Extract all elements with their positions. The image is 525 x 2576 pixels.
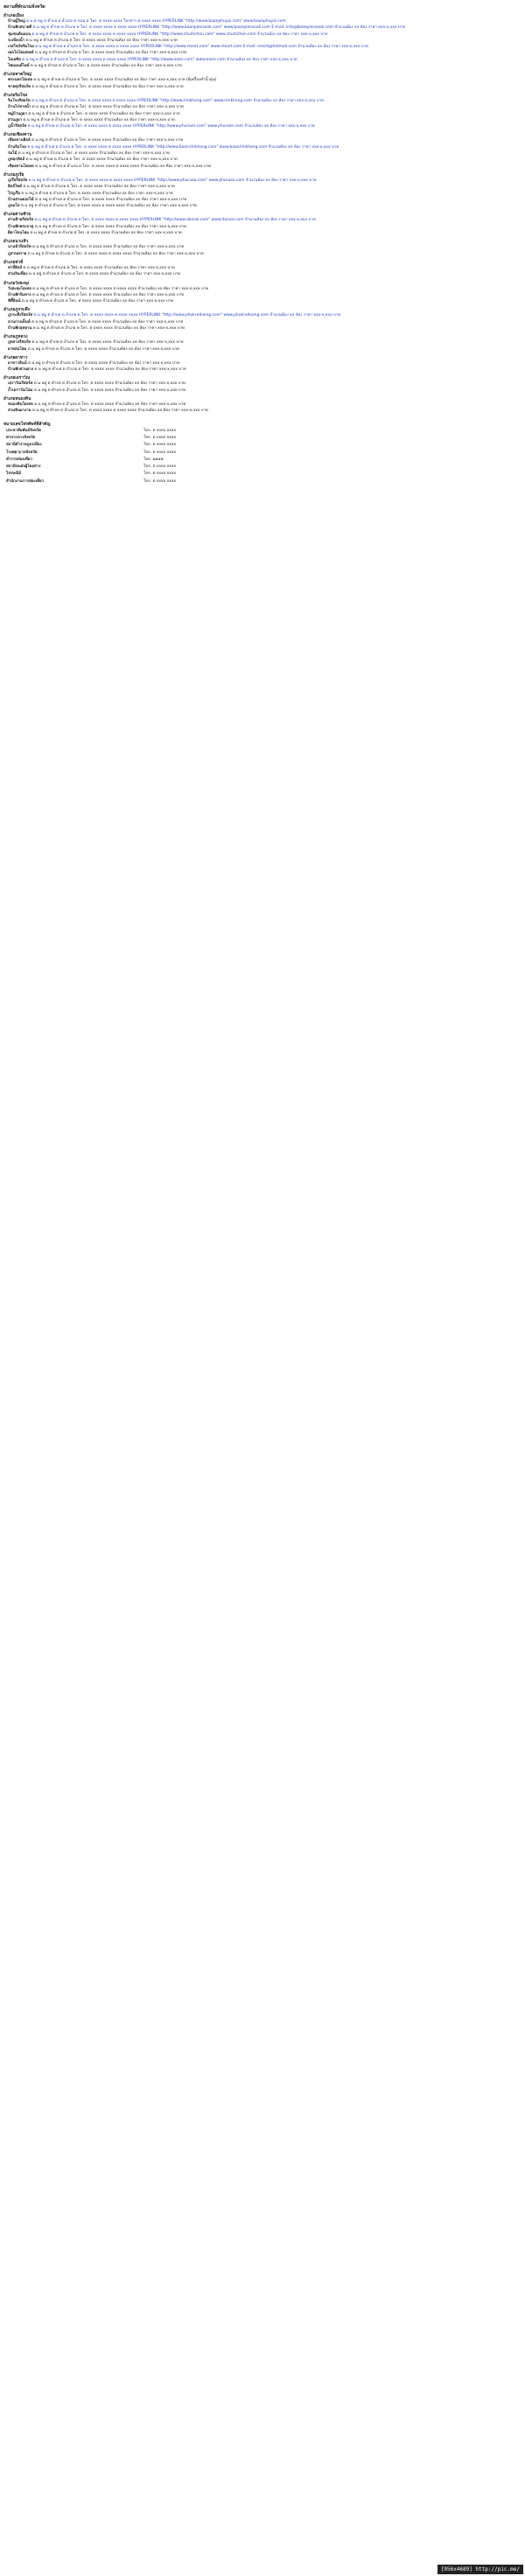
lodging-name: บ้านริมโขง [8, 144, 27, 150]
lodging-name: ริมโขงรีสอร์ท [8, 98, 31, 103]
lodging-details: ต.น หมู่ ต ตำบล ต อำเภอ ต โทร. ต xxxx xxxx จำนวนห้อง xx ห้อง ราคา xxx-x,xxx บาท [33, 387, 186, 393]
lodging-entry [4, 326, 520, 332]
lodging-entry [4, 25, 520, 31]
lodging-entry [4, 112, 520, 117]
lodging-entry [4, 45, 520, 50]
lodging-entry [4, 361, 520, 367]
lodging-details: ต.น ต หมู่ ต ตำบล ต อำเภอ ต ถนน ต โทร. ต xxxx xxxx โทรสาร ต xxxx xxxx HYPERLINK "http://www.baanphuyai.com" www.baanphuyai.com [26, 19, 286, 24]
sections-container [4, 13, 520, 415]
contact-label: โรงพยาบาลจังหวัด [6, 450, 38, 455]
lodging-name: ซิตี้อินน์ [8, 299, 21, 304]
lodging-name: หมู่บ้านภูผา [8, 111, 27, 116]
lodging-entry [4, 293, 520, 298]
contact-row [4, 442, 397, 449]
lodging-entry [4, 198, 520, 203]
lodging-details: ต.น หมู่ ต ตำบล ต อำเภอ ต โทร. ต xxxx xxxx จำนวนห้อง xx ห้อง ราคา xxx-x,xxx บาท [32, 292, 185, 297]
lodging-name: ภูหลวงรีสอร์ท [8, 340, 32, 346]
lodging-details: ต.น หมู่ ต ตำบล ต อำเภอ ต โทร. ต xxxx xxxx จำนวนห้อง xx ห้อง ราคา xxx-x,xxx บาท [21, 299, 173, 304]
lodging-name: เฮลโลโฮมสเตย์ [8, 51, 34, 56]
lodging-details: ต.น หมู่ ต ตำบล ต อำเภอ ต โทร. ต xxxx xxxx จำนวนห้อง xx ห้อง ราคา xxx-x,xxx บาท [32, 245, 185, 250]
contact-row [4, 450, 397, 457]
contact-row [4, 464, 397, 471]
section-title: อำเภอเมือง [4, 14, 24, 18]
section [4, 93, 520, 129]
contact-label: ตำรวจท่องเที่ยว [6, 457, 32, 462]
lodging-details: ต.น หมู่ ต ตำบล ต อำเภอ ต โทร. ต xxxx xxxx จำนวนห้อง xx ห้อง ราคา xxx-x,xxx บาท [28, 111, 180, 116]
section [4, 212, 520, 236]
section-title: อำเภอหาดใหญ่ [4, 73, 32, 78]
lodging-entry [4, 64, 520, 69]
lodging-name: เชียงคานโฮเทล [8, 164, 34, 169]
lodging-details: ต.น หมู่ ต ตำบล ต อำเภอ ต โทร. ต xxxx xxxx จำนวนห้อง xx ห้อง ราคา xxx-x,xxx บาท [30, 64, 182, 69]
contact-row [4, 478, 397, 485]
lodging-details: ต.น หมู่ ต ตำบล ต อำเภอ ต โทร. ต xxxx xxxx ต xxxx xxxx HYPERLINK "http://www.rimkhong.com" www.rimkhong.com จำนวนห้อง xx ห้อง ราคา xxx-x,xxx บาท [32, 98, 324, 103]
contact-label: ประชาสัมพันธ์จังหวัด [6, 428, 42, 433]
lodging-name: บ้านพักสบายดี [8, 25, 32, 31]
lodging-entry [4, 287, 520, 292]
lodging-details: ต.น หมู่ ต ตำบล ต อำเภอ ต โทร. ต xxxx xxxx ต xxxx xxxx HYPERLINK "http://www.chumchon.com" www.chumchon.com จำนวนห้อง xx ห้อง ราคา xxx-x,xxx บาท [32, 31, 328, 37]
lodging-details: ต.น หมู่ ต ตำบล ต อำเภอ ต โทร. ต xxxx xxxx จำนวนห้อง xx ห้อง ราคา xxx-x,xxx บาท [23, 185, 175, 190]
lodging-name: ผาหล่มโฮม [8, 346, 27, 352]
lodging-details: ต.น หมู่ ต ตำบล ต อำเภอ ต โทร. ต xxxx xxxx ต xxxx xxxx จำนวนห้อง xx ห้อง ราคา xxx-x,xxx บาท [35, 164, 212, 169]
lodging-details: ต.น หมู่ ต ตำบล ต อำเภอ ต โทร. ต xxxx xxxx ต xxxx xxxx จำนวนห้อง xx ห้อง ราคา xxx-x,xxx บาท [20, 204, 197, 209]
contact-row [4, 457, 397, 464]
contact-label: ศาลากลางจังหวัด [6, 435, 36, 440]
lodging-entry [4, 185, 520, 190]
section [4, 355, 520, 373]
section-title: อำเภอหนองหิน [4, 397, 32, 402]
lodging-entry [4, 204, 520, 209]
section-title: อำเภอนาแห้ว [4, 240, 29, 245]
section-title: อำเภอผาขาว [4, 355, 28, 360]
contact-label: สถานีตำรวจภูธรเมือง [6, 443, 42, 448]
contact-row [4, 435, 397, 442]
lodging-entry [4, 347, 520, 353]
section [4, 239, 520, 257]
section [4, 307, 520, 332]
lodging-entry [4, 105, 520, 110]
lodging-name: ถ้ำเอราวัณโฮม [8, 387, 33, 393]
lodging-name: บ้านพักพระธาตุ [8, 224, 34, 229]
section [4, 172, 520, 209]
lodging-name: บ้านพักริมทาง [8, 292, 32, 297]
lodging-entry [4, 340, 520, 346]
image-host-badge: [956x4689] http://pic.me/ [438, 2565, 523, 2574]
lodging-details: ต.น หมู่ ต ตำบล ต อำเภอ ต โทร. ต xxxx xxxx จำนวนห้อง xx ห้อง ราคา xxx-x,xxx บาท (มีเครื่องทำน้ำอุ่น) [33, 78, 217, 83]
lodging-details: ต.น หมู่ ต ตำบล ต อำเภอ ต โทร. ต xxxx xxxx ต xxxx xxxx HYPERLINK "http://www.oasis.com" www.oasis.com จำนวนห้อง xx ห้อง ราคา xxx-x,xxx บาท [22, 57, 298, 62]
lodging-entry [4, 32, 520, 38]
lodging-entry [4, 272, 520, 277]
lodging-entry [4, 402, 520, 408]
lodging-name: ภูกระดึงรีสอร์ท [8, 313, 33, 318]
lodging-details: ต.น หมู่ ต ตำบล ต อำเภอ ต โทร. ต xxxx xxxx จำนวนห้อง xx ห้อง ราคา xxx-x,xxx บาท [18, 151, 170, 157]
lodging-details: ต.น หมู่ ต ตำบล ต อำเภอ ต โทร. ต xxxx xxxx จำนวนห้อง xx ห้อง ราคา xxx-x,xxx บาท [33, 381, 186, 387]
document-title: สถานที่พักแรมจังหวัด [4, 4, 46, 10]
lodging-details: ต.น หมู่ ต ตำบล ต อำเภอ ต โทร. ต xxxx xxxx ต xxxx xxxx จำนวนห้อง xx ห้อง ราคา xxx-x,xxx บาท [32, 286, 209, 291]
lodging-details: ต.น หมู่ ต ตำบล ต อำเภอ ต โทร. ต xxxx xxxx จำนวนห้อง xx ห้อง ราคา xxx-x,xxx บาท [25, 38, 178, 43]
lodging-name: ผาขาวอินน์ [8, 360, 27, 366]
lodging-entry [4, 58, 520, 63]
lodging-entry [4, 99, 520, 104]
section-title: อำเภอเชียงคาน [4, 133, 32, 138]
lodging-details: ต.น หมู่ ต ตำบล ต อำเภอ ต โทร. ต xxxx xxxx ต xxxx xxxx HYPERLINK "http://www.phuruea.com" www.phuruea.com จำนวนห้อง xx ห้อง ราคา xxx-x,xxx บาท [28, 178, 317, 183]
contacts-title: หมายเลขโทรศัพท์ที่สำคัญ [4, 422, 51, 427]
lodging-details: ต.น หมู่ ต ตำบล ต อำเภอ ต โทร. ต xxxx xxxx จำนวนห้อง xx ห้อง ราคา xxx-x,xxx บาท [28, 272, 181, 277]
lodging-details: ต.น หมู่ ต ตำบล ต อำเภอ ต โทร. ต xxxx xxxx ต xxxx xxxx HYPERLINK "http://www.baanpiensook.com" www.baanpiensook.com E-mail: info@baanpiensook.com จำนวนห้อง xx ห้อง ราคา xxx-x,xxx บาท [32, 25, 405, 31]
lodging-details: ต.น หมู่ ต ตำบล ต อำเภอ ต โทร. ต xxxx xxxx ต xxxx xxxx HYPERLINK "http://www.baanrimkhong.com" www.baanrimkhong.com จำนวนห้อง xx ห้อง ราคา xxx-x,xxx บาท [27, 144, 340, 150]
lodging-name: บ้านผู้ใหญ่ [8, 19, 25, 24]
section-title: อำเภอภูหลวง [4, 335, 28, 340]
lodging-entry [4, 78, 520, 83]
lodging-name: ร่มไม้ [8, 151, 18, 157]
lodging-name: ท่าลี่ฮิลล์ [8, 265, 23, 270]
lodging-details: ต.น หมู่ ต ตำบล ต อำเภอ ต โทร. ต xxxx xxxx ต xxxx xxxx HYPERLINK "http://www.resort.com" www.resort.com E-mail: resort@hotmail.com จำนวนห้อง xx ห้อง ราคา xxx-x,xxx บาท [35, 45, 368, 50]
lodging-details: ต.น หมู่ ต ตำบล ต อำเภอ ต โทร. ต xxxx xxxx ต xxxx xxxx HYPERLINK "http://www.phukradueng.com" www.phukradueng.com จำนวนห้อง xx ห้อง ราคา xxx-x,xxx บาท [33, 313, 341, 318]
lodging-details: ต.น หมู่ ต ตำบล ต อำเภอ ต โทร. ต xxxx xxxx จำนวนห้อง xx ห้อง ราคา xxx-x,xxx บาท [25, 157, 178, 163]
lodging-details: ต.น หมู่ ต ตำบล ต อำเภอ ต โทร. ต xxxx xxxx จำนวนห้อง xx ห้อง ราคา xxx-x,xxx บาท [35, 197, 187, 202]
lodging-details: ต.น หมู่ ต ตำบล ต อำเภอ ต โทร. ต xxxx xxxx จำนวนห้อง xx ห้อง ราคา xxx-x,xxx บาท [32, 84, 184, 89]
section-title: อำเภอเอราวัณ [4, 376, 31, 381]
lodging-entry [4, 266, 520, 271]
lodging-details: ต.น หมู่ ต ตำบล ต อำเภอ ต โทร. ต xxxx xxxx จำนวนห้อง xx ห้อง ราคา xxx-x,xxx บาท [27, 346, 179, 352]
lodging-details: ต.น หมู่ ต ตำบล ต อำเภอ ต โทร. ต xxxx xxxx จำนวนห้อง xx ห้อง ราคา xxx-x,xxx บาท [32, 138, 184, 143]
lodging-entry [4, 381, 520, 387]
contact-value: โทร. ๑๑๕๕ [144, 457, 164, 462]
lodging-entry [4, 313, 520, 318]
lodging-details: ต.น หมู่ ต ตำบล ต อำเภอ ต โทร. ต xxxx xxxx จำนวนห้อง xx ห้อง ราคา xxx-x,xxx บาท [32, 105, 184, 110]
section [4, 13, 520, 69]
lodging-name: หนองหินโฮเทล [8, 402, 33, 408]
lodging-name: ผีตาโขนโฮม [8, 231, 30, 236]
lodging-name: บ้านพักสวนยาง [8, 367, 34, 373]
lodging-name: ลานกางเต็นท์ [8, 319, 31, 325]
section [4, 334, 520, 353]
lodging-entry [4, 138, 520, 143]
contact-value: โทร. ต xxxx xxxx [144, 464, 177, 470]
lodging-details: ต.น หมู่ ต ตำบล ต อำเภอ ต โทร. ต xxxx xxxx จำนวนห้อง xx ห้อง ราคา xxx-x,xxx บาท [23, 117, 175, 122]
lodging-entry [4, 145, 520, 150]
lodging-name: ภูน้ำรีสอร์ท [8, 124, 27, 129]
section [4, 396, 520, 415]
section [4, 72, 520, 90]
lodging-details: ต.น หมู่ ต ตำบล ต อำเภอ ต โทร. ต xxxx xxxx ต xxxx xxxx HYPERLINK "http://www.dansai.com" www.dansai.com จำนวนห้อง xx ห้อง ราคา xxx-x,xxx บาท [34, 218, 316, 223]
section-title: อำเภอภูกระดึง [4, 308, 30, 313]
lodging-name: ระเบียงน้ำ [8, 38, 25, 43]
lodging-name: เรสโซร์ทริมโขง [8, 45, 34, 50]
section-title: อำเภอด่านซ้าย [4, 213, 32, 218]
lodging-entry [4, 38, 520, 44]
contact-label: สำนักงานการท่องเที่ยว [6, 478, 45, 484]
contact-value: โทร. ต xxxx xxxx [144, 443, 177, 448]
lodging-entry [4, 192, 520, 197]
lodging-entry [4, 367, 520, 373]
lodging-entry [4, 85, 520, 90]
lodging-entry [4, 124, 520, 129]
lodging-name: ไฟแอนด์ไลท์ [8, 64, 30, 69]
contact-row [4, 471, 397, 478]
lodging-entry [4, 408, 520, 414]
contacts-block [4, 422, 397, 485]
lodging-name: สวนภูผา [8, 117, 23, 122]
lodging-entry [4, 51, 520, 56]
lodging-details: ต.น หมู่ ต ตำบล ต อำเภอ ต โทร. ต xxxx xxxx ต xxxx xxxx จำนวนห้อง xx ห้อง ราคา xxx-x,xxx บาท [27, 251, 204, 256]
lodging-name: บ้านพักอุทยาน [8, 325, 32, 331]
lodging-details: ต.น หมู่ ต ตำบล ต อำเภอ ต โทร. ต xxxx xxxx ต xxxx xxxx จำนวนห้อง xx ห้อง ราคา xxx-x,xxx บาท [32, 408, 208, 414]
contact-label: สถานีขนส่งผู้โดยสาร [6, 464, 41, 470]
lodging-details: ต.น หมู่ ต ตำบล ต อำเภอ ต โทร. ต xxxx xxxx จำนวนห้อง xx ห้อง ราคา xxx-x,xxx บาท [32, 340, 184, 346]
lodging-name: วังสะพุงโฮเทล [8, 286, 32, 291]
contact-value: โทร. ต xxxx xxxx [144, 471, 177, 477]
lodging-name: ภูเรือรีสอร์ท [8, 178, 28, 183]
lodging-name: เอราวัณรีสอร์ท [8, 381, 33, 387]
contact-value: โทร. ต xxxx xxxx [144, 428, 177, 433]
section [4, 375, 520, 394]
lodging-name: บ้านไร่ชายน้ำ [8, 105, 32, 110]
lodging-details: ต.น หมู่ ต ตำบล ต อำเภอ ต โทร. ต xxxx xxxx ต xxxx xxxx HYPERLINK "http://www.phunam.com" www.phunam.com จำนวนห้อง xx ห้อง ราคา xxx-x,xxx บาท [27, 124, 315, 129]
lodging-name: นาแห้วรีสอร์ท [8, 245, 32, 250]
lodging-name: พระนครโฮเทล [8, 78, 33, 83]
lodging-entry [4, 252, 520, 257]
lodging-name: บ้านสวนดอกไม้ [8, 197, 34, 202]
lodging-entry [4, 245, 520, 250]
lodging-details: ต.น หมู่ ต ตำบล ต อำเภอ ต โทร. ต xxxx xxxx จำนวนห้อง xx ห้อง ราคา xxx-x,xxx บาท [32, 325, 185, 331]
lodging-entry [4, 157, 520, 163]
lodging-entry [4, 164, 520, 170]
lodging-details: ต.น หมู่ ต ตำบล ต อำเภอ ต โทร. ต xxxx xxxx จำนวนห้อง xx ห้อง ราคา xxx-x,xxx บาท [34, 224, 186, 229]
contact-row [4, 428, 397, 435]
lodging-details: ต.น หมู่ ต ตำบล ต อำเภอ ต โทร. ต xxxx xxxx จำนวนห้อง xx ห้อง ราคา xxx-x,xxx บาท [34, 402, 186, 408]
lodging-details: ต.น หมู่ ต ตำบล ต อำเภอ ต โทร. ต xxxx xxxx จำนวนห้อง xx ห้อง ราคา xxx-x,xxx บาท [30, 231, 182, 236]
lodging-entry [4, 118, 520, 123]
lodging-name: ภูลมโล [8, 204, 20, 209]
section-title: อำเภอริมโขง [4, 93, 28, 98]
lodging-details: ต.น หมู่ ต ตำบล ต อำเภอ ต โทร. ต xxxx xxxx จำนวนห้อง xx ห้อง ราคา xxx-x,xxx บาท [32, 319, 184, 325]
section-title: อำเภอท่าลี่ [4, 260, 24, 265]
lodging-name: ภูทอกฮิลล์ [8, 157, 25, 163]
lodging-entry [4, 320, 520, 325]
lodging-name: สวนหินผางาม [8, 408, 32, 414]
lodging-entry [4, 218, 520, 223]
lodging-name: ด่านซ้ายรีสอร์ท [8, 218, 34, 223]
lodging-entry [4, 231, 520, 236]
lodging-name: ไร่ภูเรือ [8, 191, 20, 196]
section [4, 260, 520, 278]
section [4, 281, 520, 305]
lodging-entry [4, 151, 520, 157]
lodging-details: ต.น หมู่ ต ตำบล ต อำเภอ ต โทร. ต xxxx xxxx จำนวนห้อง xx ห้อง ราคา xxx-x,xxx บาท [34, 51, 186, 56]
contact-value: โทร. ต xxxx xxxx [144, 435, 177, 440]
lodging-name: ฮิลล์ไซด์ [8, 185, 23, 190]
section-title: อำเภอวังสะพุง [4, 281, 30, 286]
lodging-name: ชุมชนต้นแบบ [8, 31, 32, 37]
lodging-details: ต.น หมู่ ต ตำบล ต อำเภอ ต โทร. ต xxxx xxxx จำนวนห้อง xx ห้อง ราคา xxx-x,xxx บาท [34, 367, 186, 373]
lodging-details: ต.น หมู่ ต ตำบล ต อำเภอ ต โทร. ต xxxx xxxx จำนวนห้อง xx ห้อง ราคา xxx-x,xxx บาท [23, 265, 175, 270]
contact-value: โทร. ต xxxx xxxx [144, 450, 177, 455]
lodging-entry [4, 19, 520, 24]
lodging-name: ชายทุ่งรีสอร์ท [8, 84, 31, 89]
lodging-entry [4, 299, 520, 304]
lodging-name: เชียงคานฮิลล์ [8, 138, 31, 143]
document [4, 3, 520, 485]
section-title: อำเภอภูเรือ [4, 172, 24, 178]
lodging-name: โอเอซิส [8, 57, 21, 62]
lodging-name: ภูสวนทราย [8, 251, 27, 256]
lodging-entry [4, 225, 520, 230]
contact-label: ไปรษณีย์ [6, 471, 21, 477]
lodging-name: สวนริมเหือง [8, 272, 28, 277]
lodging-details: ต.น หมู่ ต ตำบล ต อำเภอ ต โทร. ต xxxx xxxx จำนวนห้อง xx ห้อง ราคา xxx-x,xxx บาท [28, 360, 180, 366]
section [4, 132, 520, 169]
lodging-entry [4, 388, 520, 394]
contacts-table [4, 428, 397, 485]
lodging-details: ต.น หมู่ ต ตำบล ต อำเภอ ต โทร. ต xxxx xxxx จำนวนห้อง xx ห้อง ราคา xxx-x,xxx บาท [21, 191, 173, 196]
lodging-entry [4, 178, 520, 184]
contact-value: โทร. ต xxxx xxxx [144, 478, 177, 484]
